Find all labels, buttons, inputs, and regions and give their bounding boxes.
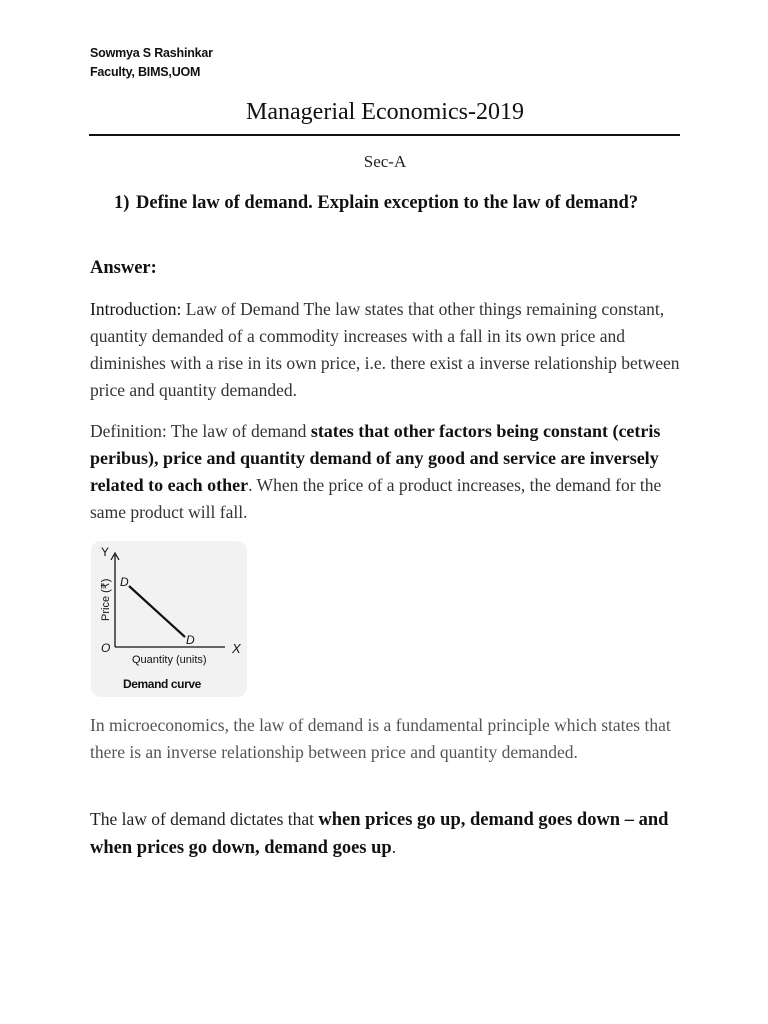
microeconomics-paragraph: In microeconomics, the law of demand is a fundamental principle which states that there is an inverse relationship between price and quantity demanded. bbox=[90, 715, 671, 762]
figure-caption: Demand curve bbox=[123, 677, 201, 691]
title-divider bbox=[89, 134, 680, 136]
definition-bold: states that other factors being constant (cetris peribus), price and quantity demand of any good and service are inversely related to each other bbox=[90, 421, 661, 495]
document-title: Managerial Economics-2019 bbox=[246, 99, 524, 125]
demand-point-top: D bbox=[120, 575, 129, 589]
y-axis-label: Price (₹) bbox=[100, 578, 112, 621]
introduction-lead: Introduction: bbox=[90, 299, 182, 319]
author-name: Sowmya S Rashinkar bbox=[90, 46, 213, 60]
answer-label: Answer: bbox=[90, 258, 157, 278]
demand-curve-figure bbox=[91, 541, 247, 697]
question-number: 1) bbox=[114, 193, 130, 213]
origin-label: O bbox=[101, 641, 111, 655]
question-text: Define law of demand. Explain exception to the law of demand? bbox=[136, 193, 639, 213]
definition-paragraph bbox=[90, 418, 690, 526]
demand-point-bottom: D bbox=[186, 633, 195, 647]
demand-curve-diagram bbox=[91, 541, 247, 697]
author-block bbox=[90, 44, 213, 82]
author-affiliation: Faculty, BIMS,UOM bbox=[90, 65, 201, 79]
question-1 bbox=[114, 189, 654, 217]
x-axis-symbol: X bbox=[232, 641, 241, 656]
dictates-tail: . bbox=[391, 837, 397, 857]
demand-line bbox=[129, 586, 185, 637]
introduction-paragraph bbox=[90, 296, 690, 404]
dictates-paragraph bbox=[90, 806, 690, 862]
section-heading: Sec-A bbox=[363, 152, 407, 171]
dictates-bold: when prices go up, demand goes down – and when prices go down, demand goes up bbox=[90, 810, 669, 858]
definition-lead: Definition: The law of demand bbox=[90, 421, 311, 441]
x-axis-label: Quantity (units) bbox=[132, 654, 207, 666]
definition-tail: . When the price of a product increases, the demand for the same product will fall. bbox=[90, 475, 662, 522]
introduction-text: Law of Demand The law states that other things remaining constant, quantity demanded of a commodity increases with a fall in its own price and diminishes with a rise in its own price, i.e. there exist a inverse relationship between price and quantity demanded. bbox=[90, 299, 680, 400]
y-axis-symbol: Y bbox=[101, 545, 110, 559]
dictates-lead: The law of demand dictates that bbox=[90, 809, 319, 829]
